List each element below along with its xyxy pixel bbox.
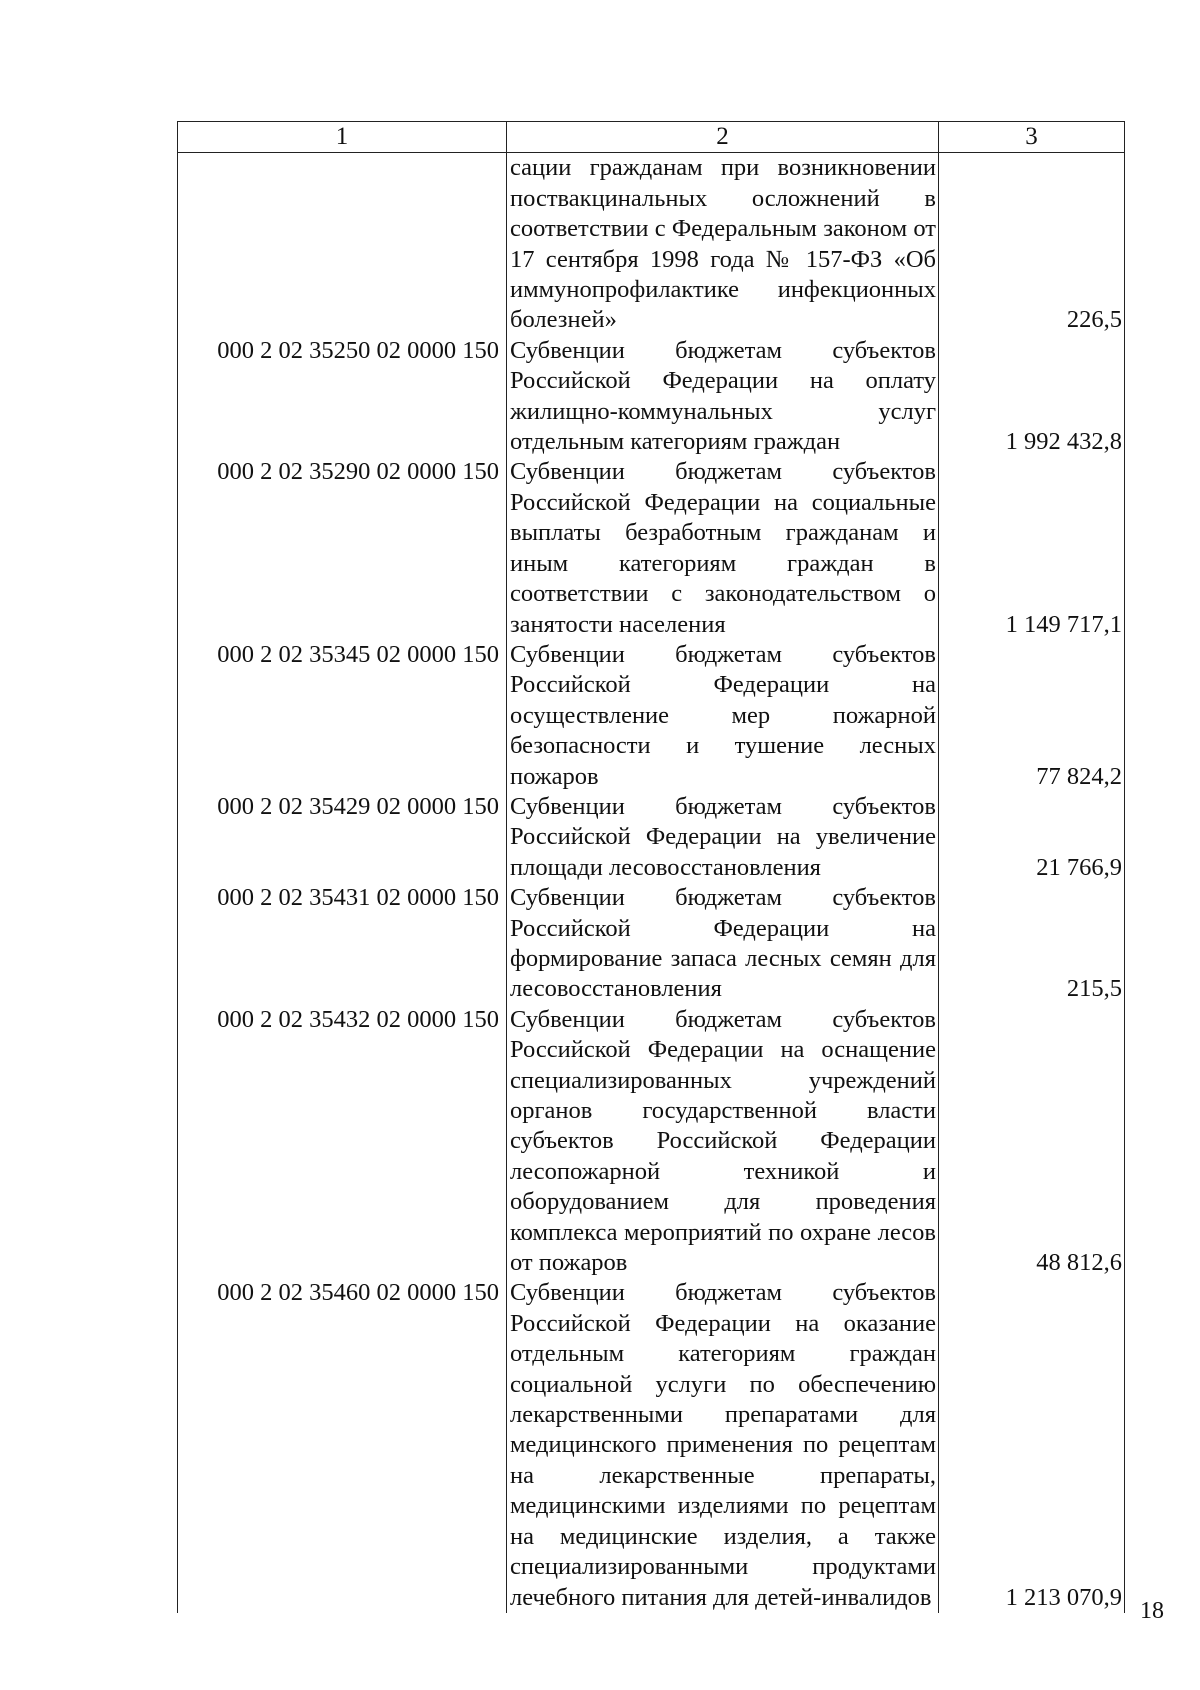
table-row bbox=[178, 792, 1125, 883]
amount: 215,5 bbox=[939, 883, 1125, 1005]
budget-code bbox=[178, 153, 507, 336]
budget-code: 000 2 02 35431 02 0000 150 bbox=[178, 883, 507, 1005]
description: Субвенции бюджетам субъектов Российской Федерации на оплату жилищно-коммунальных услуг отдельным категориям граждан bbox=[507, 336, 939, 458]
table-row bbox=[178, 336, 1125, 458]
description: Субвенции бюджетам субъектов Российской Федерации на увеличение площади лесовосстановления bbox=[507, 792, 939, 883]
column-header-2: 2 bbox=[507, 122, 939, 153]
budget-code: 000 2 02 35432 02 0000 150 bbox=[178, 1005, 507, 1279]
column-header-1: 1 bbox=[178, 122, 507, 153]
table-row bbox=[178, 153, 1125, 336]
table-row bbox=[178, 1278, 1125, 1612]
description: Субвенции бюджетам субъектов Российской Федерации на осуществление мер пожарной безопасности и тушение лесных пожаров bbox=[507, 640, 939, 792]
budget-code: 000 2 02 35290 02 0000 150 bbox=[178, 457, 507, 639]
table-row bbox=[178, 883, 1125, 1005]
amount: 21 766,9 bbox=[939, 792, 1125, 883]
description: Субвенции бюджетам субъектов Российской Федерации на социальные выплаты безработным гражданам и иным категориям граждан в соответствии с законодательством о занятости населения bbox=[507, 457, 939, 639]
table-row bbox=[178, 640, 1125, 792]
table-row bbox=[178, 1005, 1125, 1279]
table-row bbox=[178, 457, 1125, 639]
description: Субвенции бюджетам субъектов Российской Федерации на формирование запаса лесных семян для лесовосстановления bbox=[507, 883, 939, 1005]
budget-code: 000 2 02 35250 02 0000 150 bbox=[178, 336, 507, 458]
amount: 48 812,6 bbox=[939, 1005, 1125, 1279]
description: сации гражданам при возникновении поствакцинальных осложнений в соответствии с Федеральным законом от 17 сентября 1998 года № 157-ФЗ «Об иммунопрофилактике инфекционных болезней» bbox=[507, 153, 939, 336]
description: Субвенции бюджетам субъектов Российской Федерации на оказание отдельным категориям граждан социальной услуги по обеспечению лекарственными препаратами для медицинского применения по рецептам на лекарственные препараты, медицинскими изделиями по рецептам на медицинские изделия, а также специализированными продуктами лечебного питания для детей-инвалидов bbox=[507, 1278, 939, 1612]
budget-code: 000 2 02 35460 02 0000 150 bbox=[178, 1278, 507, 1612]
column-header-3: 3 bbox=[939, 122, 1125, 153]
budget-table bbox=[177, 121, 1125, 1613]
description: Субвенции бюджетам субъектов Российской Федерации на оснащение специализированных учреждений органов государственной власти субъектов Российской Федерации лесопожарной техникой и оборудованием для проведения комплекса мероприятий по охране лесов от пожаров bbox=[507, 1005, 939, 1279]
amount: 1 213 070,9 bbox=[939, 1278, 1125, 1612]
budget-code: 000 2 02 35429 02 0000 150 bbox=[178, 792, 507, 883]
amount: 77 824,2 bbox=[939, 640, 1125, 792]
amount: 226,5 bbox=[939, 153, 1125, 336]
amount: 1 149 717,1 bbox=[939, 457, 1125, 639]
page-number: 18 bbox=[1140, 1598, 1164, 1624]
table-header-row bbox=[178, 122, 1125, 153]
budget-code: 000 2 02 35345 02 0000 150 bbox=[178, 640, 507, 792]
amount: 1 992 432,8 bbox=[939, 336, 1125, 458]
